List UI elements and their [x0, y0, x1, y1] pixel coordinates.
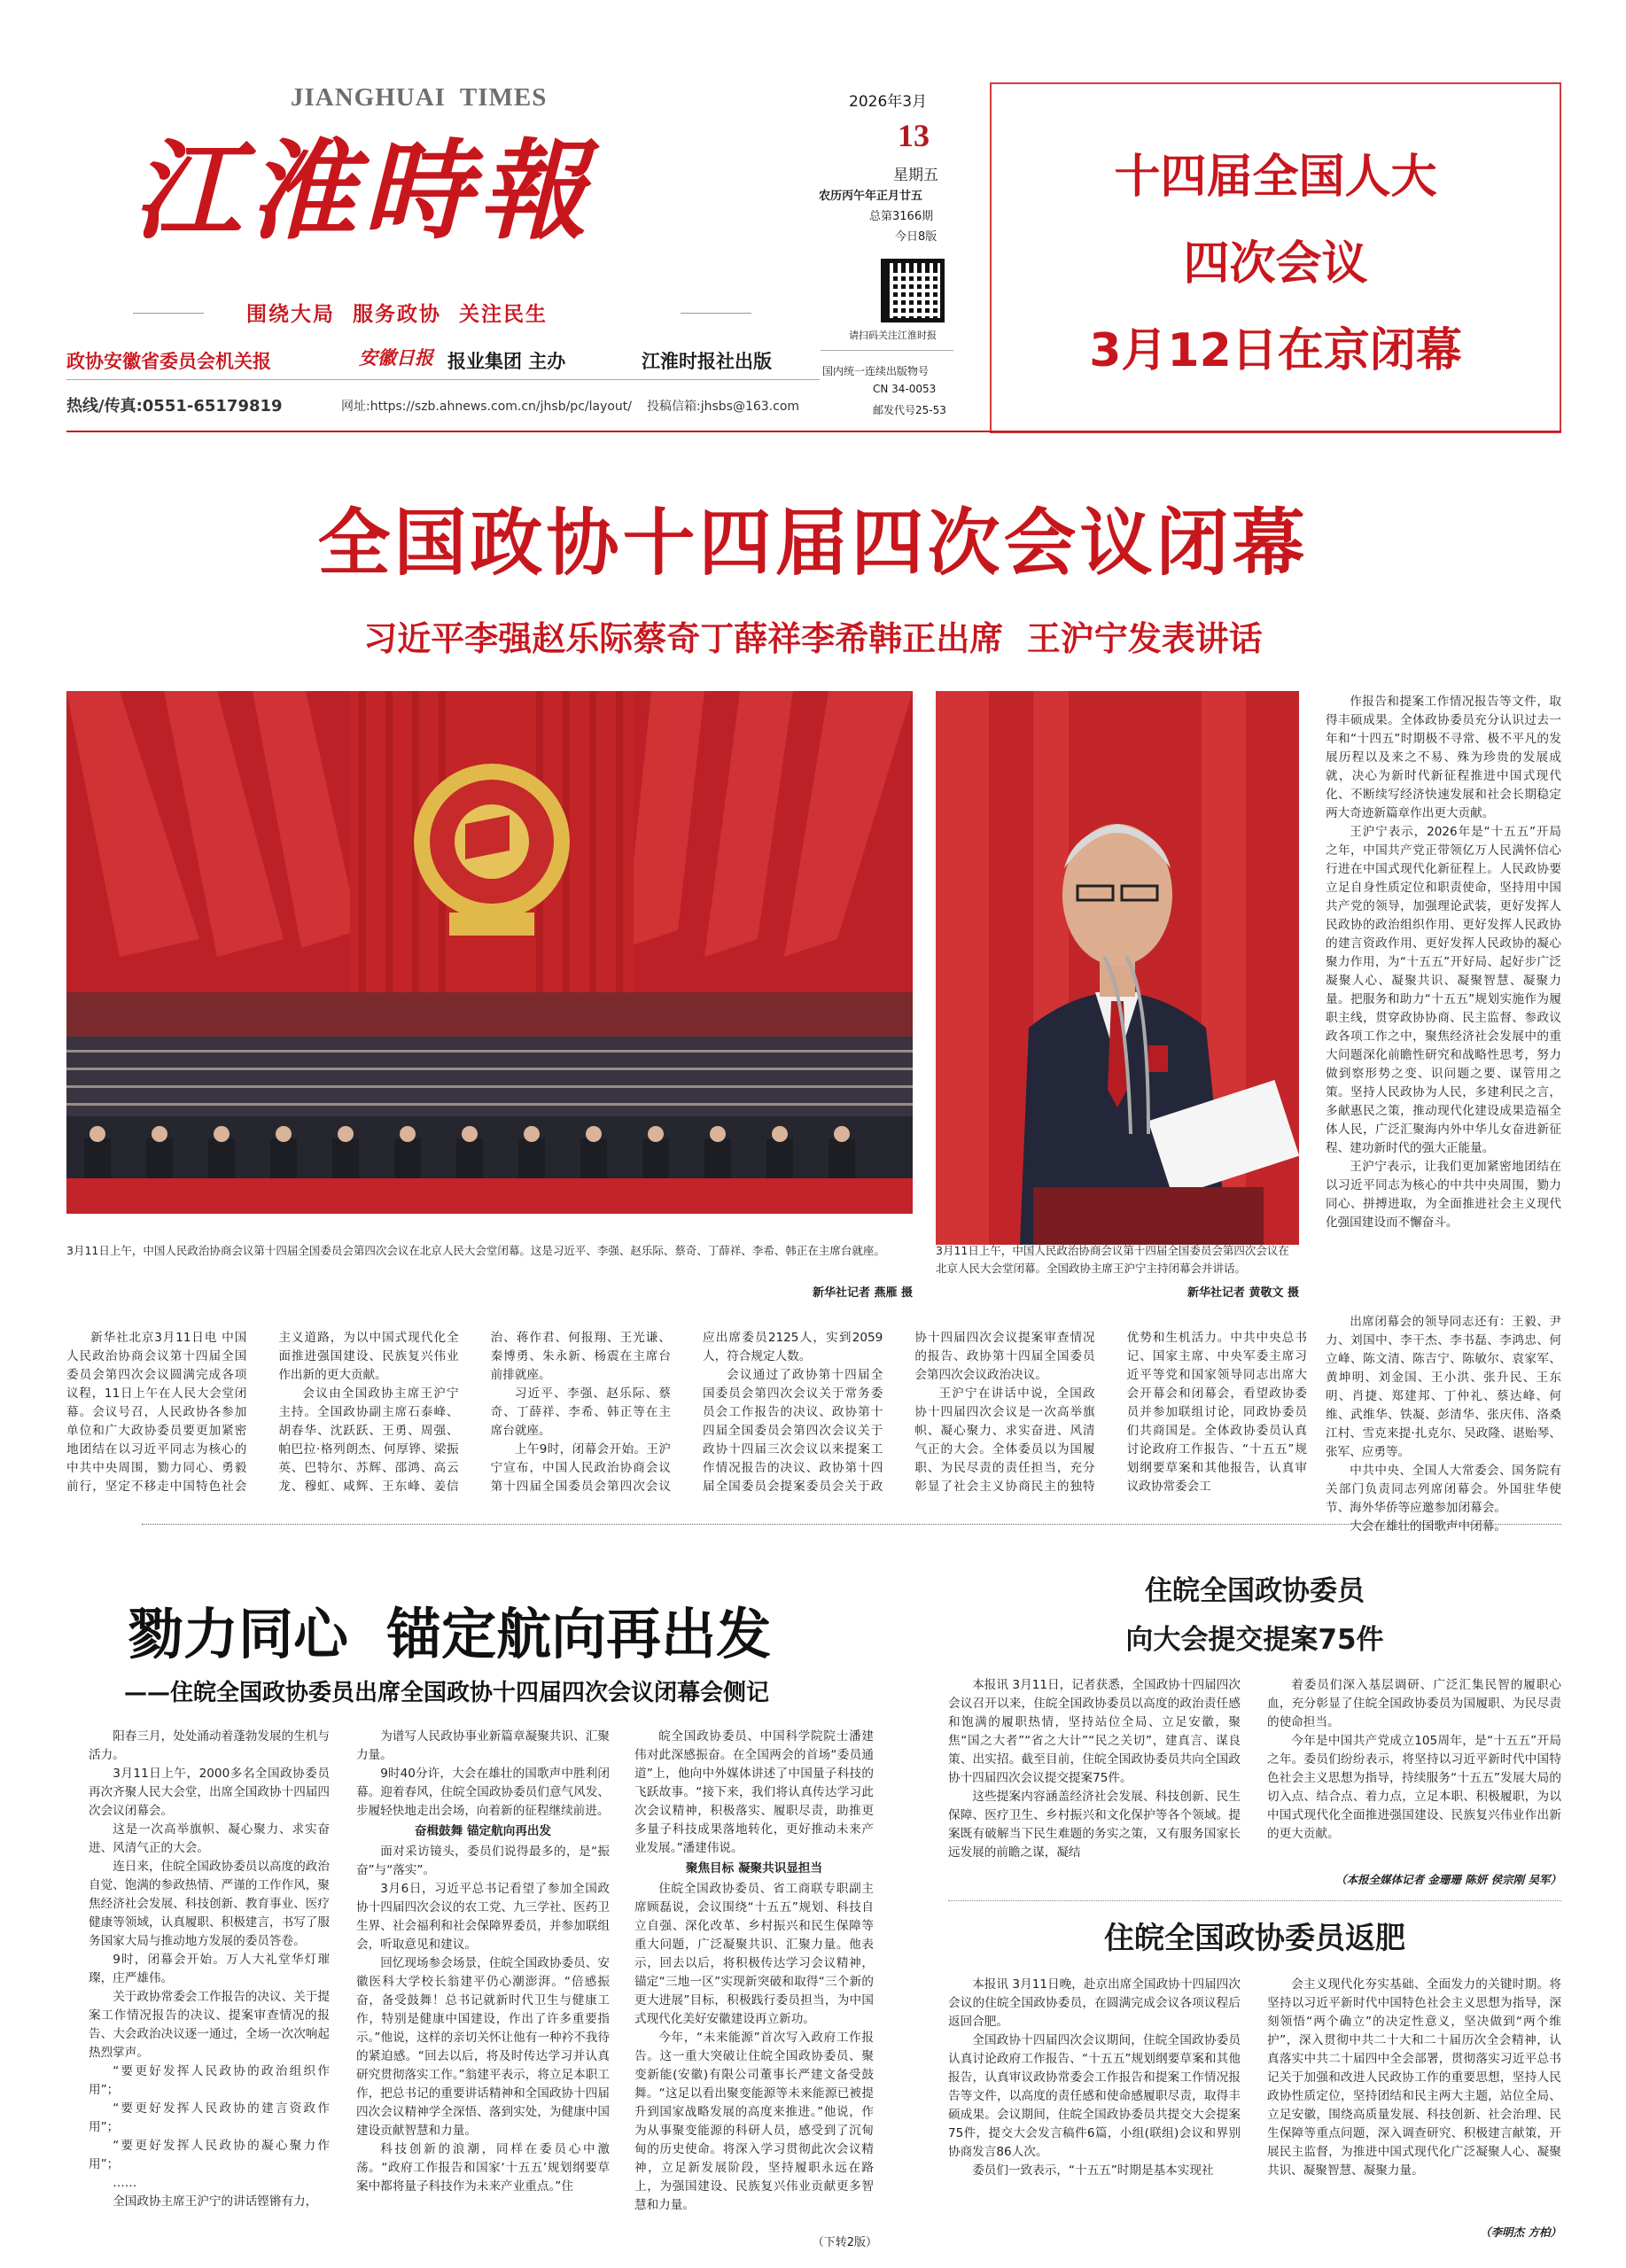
paragraph: 回忆现场参会场景，住皖全国政协委员、安徽医科大学校长翁建平仍心潮澎湃。“倍感振奋，备受鼓舞！总书记就新时代卫生与健康工作，特别是健康中国建设，作出了许多重要指示。”他说，这样的亲切关怀让他有一种衿不我待的紧迫感。“回去以后，将及时传达学习并认真研究贯彻落实工作。”翁建平表示，将立足本职工作，把总书记的重要讲话精神和全国政协十四届四次会议精神学全深悟、落到实处，为健康中国建设贡献智慧和力量。 [356, 1956, 610, 2138]
paragraph: 这是一次高举旗帜、凝心聚力、求实奋进、风清气正的大会。 [89, 1822, 330, 1855]
paragraph: 全国政协主席王沪宁的讲话铿锵有力， [113, 2194, 318, 2209]
main-article-side-column [1326, 693, 1561, 1313]
paragraph: 面对采访镜头，委员们说得最多的，是“振奋”与“落实”。 [356, 1845, 610, 1877]
story-return-column-1 [948, 1976, 1241, 2241]
headline-box[interactable] [990, 82, 1561, 433]
cn-number-label: 国内统一连续出版物号 [822, 365, 930, 377]
main-headline[interactable]: 全国政协十四届四次会议闭幕 [317, 501, 1309, 586]
photo-closing-session-credit: 新华社记者 燕雁 摄 [812, 1286, 913, 1300]
photo-closing-session-caption: 3月11日上午，中国人民政治协商会议第十四届全国委员会第四次会议在北京人民大会堂闭幕。这是习近平、李强、赵乐际、蔡奇、丁薛祥、李希、韩正在主席台就座。 [66, 1244, 885, 1257]
paragraph: 本报讯 3月11日，记者获悉，全国政协十四届四次会议召开以来，住皖全国政协委员以高度的政治责任感和饱满的履职热情，坚持站位全局、立足安徽，聚焦“国之大者”“省之大计”“民之关切”，建真言、谋良策、出实招。截至目前，住皖全国政协委员共向全国政协十四届四次会议提交提案75件。 [948, 1678, 1241, 1785]
right-divider [948, 1900, 1561, 1901]
paragraph: 习近平、李强、赵乐际、蔡奇、丁薛祥、李希、韩正等在主席台就座。 [490, 1386, 671, 1438]
paragraph: 3月6日，习近平总书记看望了参加全国政协十四届四次会议的农工党、九三学社、医药卫生界、社会福利和社会保障界委员，并参加联组会，听取意见和建议。 [356, 1882, 610, 1952]
paragraph: 会议通过了政协第十四届全国委员会第四次会议关于常务委员会工作报告的决议、政协第十四届全国委员会第四次会议关于政协十四届三次会议以来提案工作情况报告的决议、政协第十四届全国委员会提案委员会关于政协十四届四次会议提案审查情况的报告、政协第十四届全国委员会第四次会议政治决议。 [702, 1331, 1095, 1494]
feature-heading-2: 聚焦目标 凝聚共识显担当 [685, 1861, 823, 1876]
headline-box-line-3: 3月12日在京闭幕 [1089, 324, 1462, 377]
paragraph: 作报告和提案工作情况报告等文件，取得丰硕成果。全体政协委员充分认识过去一年和“十四五”时期极不寻常、极不平凡的发展历程以及来之不易、殊为珍贵的发展成就，决心为新时代新征程推进中国式现代化、不断续写经济快速发展和社会长期稳定两大奇迹新篇章作出更大贡献。 [1326, 695, 1561, 820]
paragraph: 王沪宁表示，2026年是“十五五”开局之年，中国共产党正带领亿万人民满怀信心行进在中国式现代化新征程上。人民政协要立足自身性质定位和职责使命，坚持用中国共产党的领导，加强理论武装，更好发挥人民政协的政治组织作用、更好发挥人民政协的建言资政作用、更好发挥人民政协的凝心聚力作用，为“十五五”开好局、起好步广泛凝聚人心、凝聚共识、凝聚智慧、凝聚力量。把服务和助力“十五五”规划实施作为履职主线，贯穿政协协商、民主监督、参政议政各项工作之中，聚焦经济社会发展中的重大问题深化前瞻性研究和战略性思考，努力做到察形势之变、识问题之要、谋管用之策。坚持人民政协为人民，多建利民之言，多献惠民之策，推动现代化建设成果造福全体人民，广泛汇聚海内外中华儿女奋进新征程、建功新时代的强大正能量。 [1326, 825, 1561, 1155]
story-return-column-2 [1267, 1976, 1561, 2222]
story-proposals-column-2 [1267, 1676, 1561, 1862]
issue-number: 总第3166期 [869, 210, 934, 223]
date-day: 13 [898, 118, 930, 153]
masthead-slogan: 围绕大局 服务政协 关注民生 [246, 303, 548, 326]
story-proposals-title-2[interactable]: 向大会提交提案75件 [1125, 1624, 1384, 1656]
feature-continued[interactable]: （下转2版） [812, 2236, 877, 2249]
slogan-line-right [681, 313, 751, 314]
feature-heading-1: 奋楫鼓舞 锚定航向再出发 [414, 1824, 552, 1838]
paragraph: 全国政协十四届四次会议期间，住皖全国政协委员认真讨论政府工作报告、“十五五”规划纲要草案和其他报告，认真审议政协常委会工作报告和提案工作情况报告等文件，以高度的责任感和使命感履职尽责，取得丰硕成果。会议期间，住皖全国政协委员共提交大会提案75件，提交大会发言稿件6篇，小组(联组)会议和界别协商发言86人次。 [948, 2033, 1241, 2159]
paragraph: 住皖全国政协委员、省工商联专职副主席顾磊说，会议围绕“十五五”规划、科技自立自强、深化改革、乡村振兴和民生保障等重大问题，广泛凝聚共识、汇聚力量。他表示，回去以后，将积极传达学习会议精神，锚定“三地一区”实现新突破和取得“三个新的更大进展”目标，积极践行委员担当，为中国式现代化美好安徽建设再立新功。 [634, 1882, 874, 2026]
qr-code[interactable] [881, 259, 945, 322]
cn-number: CN 34-0053 [873, 383, 937, 395]
paragraph: 为谱写人民政协事业新篇章凝聚共识、汇聚力量。 [356, 1729, 610, 1762]
paragraph: 这些提案内容涵盖经济社会发展、科技创新、民生保障、医疗卫生、乡村振兴和文化保护等各个领域。提案既有破解当下民生难题的务实之策，又有服务国家长远发展的前瞻之谋，凝结 [948, 1790, 1241, 1860]
masthead-rule-1 [66, 379, 820, 380]
paragraph: 阳春三月，处处涌动着蓬勃发展的生机与活力。 [89, 1729, 330, 1762]
paragraph: 3月11日上午，2000多名全国政协委员再次齐聚人民大会堂，出席全国政协十四届四次会议闭幕会。 [89, 1767, 330, 1818]
paragraph: “要更好发挥人民政协的建言资政作用”； [89, 2101, 330, 2134]
feature-column-3 [634, 1728, 874, 2224]
post-code: 邮发代号25-53 [873, 404, 946, 416]
masthead-rule-2 [821, 350, 953, 351]
feature-column-1 [89, 1728, 330, 2233]
paragraph: 本报讯 3月11日晚，赴京出席全国政协十四届四次会议的住皖全国政协委员，在圆满完成会议各项议程后返回合肥。 [948, 1977, 1241, 2029]
headline-box-line-2: 四次会议 [1183, 237, 1368, 291]
photo-wang-huning-speech[interactable] [936, 691, 1299, 1245]
masthead-website: 网址:https://szb.ahnews.com.cn/jhsb/pc/layout/ [341, 400, 633, 414]
slogan-line-left [133, 313, 204, 314]
date-lunar: 农历丙午年正月廿五 [819, 190, 923, 203]
story-proposals-byline: （本报全媒体记者 金珊珊 陈妍 侯宗刚 吴军） [1335, 1873, 1561, 1886]
story-return-byline: （李明杰 方柏） [1480, 2225, 1561, 2239]
photo-wang-huning-speech-credit: 新华社记者 黄敬文 摄 [1186, 1286, 1299, 1300]
feature-headline[interactable]: 勠力同心 锚定航向再出发 [128, 1602, 772, 1666]
masthead-cn-name: 江淮時報 [133, 127, 594, 254]
group-logo: 安徽日报 [359, 346, 433, 369]
photo-closing-session[interactable] [66, 691, 913, 1214]
main-article-columns [66, 1329, 1307, 1497]
paragraph: 王沪宁表示，让我们更加紧密地团结在以习近平同志为核心的中共中央周围，勠力同心、拼搏进取，为全面推进社会主义现代化强国建设而不懈奋斗。 [1326, 1160, 1561, 1230]
paragraph: 王沪宁在讲话中说，全国政协十四届四次会议是一次高举旗帜、凝心聚力、求实奋进、风清气正的大会。全体委员以为国履职、为民尽责的责任担当，充分彰显了社会主义协商民主的独特优势和生机活力。中共中央总书记、国家主席、中央军委主席习近平等党和国家领导同志出席大会开幕会和闭幕会，看望政协委员并参加联组讨论，同政协委员们共商国是。全体政协委员认真讨论政府工作报告、“十五五”规划纲要草案和其他报告，认真审议政协常委会工 [914, 1331, 1307, 1494]
paragraph: 大会在雄壮的国歌声中闭幕。 [1350, 1519, 1506, 1534]
paragraph: 委员们一致表示，“十五五”时期是基本实现社 [972, 2163, 1214, 2178]
paragraph: 今年，“未来能源”首次写入政府工作报告。这一重大突破让住皖全国政协委员、聚变新能(安徽)有限公司董事长严建文备受鼓舞。“这足以看出聚变能源等未来能源已被提升到国家战略发展的高度来推进。”他说，作为从事聚变能源的科研人员，感受到了沉甸甸的历史使命。将深入学习贯彻此次会议精神，立足新发展阶段，坚持履职永远在路上，为强国建设、民族复兴伟业贡献更多智慧和力量。 [634, 2031, 874, 2212]
masthead-group: 报业集团 主办 [447, 351, 566, 372]
story-proposals-title-1[interactable]: 住皖全国政协委员 [1145, 1575, 1365, 1607]
headline-box-line-1: 十四届全国人大 [1114, 151, 1437, 204]
paragraph: 9时，闭幕会开始。万人大礼堂华灯璀璨，庄严雄伟。 [89, 1953, 330, 1985]
section-divider [142, 1524, 1561, 1525]
paragraph: 中共中央、全国人大常委会、国务院有关部门负责同志列席闭幕会。外国驻华使节、海外华侨等应邀参加闭幕会。 [1326, 1464, 1561, 1515]
main-subheadline: 习近平李强赵乐际蔡奇丁薛祥李希韩正出席 王沪宁发表讲话 [363, 618, 1263, 658]
paragraph: 9时40分许，大会在雄壮的国歌声中胜利闭幕。迎着春风，住皖全国政协委员们意气风发、步履轻快地走出会场，向着新的征程继续前进。 [356, 1767, 610, 1818]
masthead-organ: 政协安徽省委员会机关报 [66, 351, 271, 372]
paragraph: …… [113, 2176, 137, 2190]
feature-column-2 [356, 1728, 610, 2233]
date-year-month: 2026年3月 [849, 93, 928, 111]
masthead-publisher: 江淮时报社出版 [642, 351, 772, 372]
paragraph: “要更好发挥人民政协的政治组织作用”； [89, 2064, 330, 2097]
main-article [66, 1329, 1307, 1506]
feature-subheadline: ——住皖全国政协委员出席全国政协十四届四次会议闭幕会侧记 [124, 1680, 770, 1706]
paragraph: 关于政协常委会工作报告的决议、关于提案工作情况报告的决议、提案审查情况的报告、大会政治决议逐一通过，全场一次次响起热烈掌声。 [89, 1990, 330, 2060]
paragraph: 科技创新的浪潮，同样在委员心中激荡。“政府工作报告和国家‘十五五’规划纲要草案中都将量子科技作为未来产业重点。”住 [356, 2142, 610, 2194]
paragraph: 今年是中国共产党成立105周年，是“十五五”开局之年。委员们纷纷表示，将坚持以习近平新时代中国特色社会主义思想为指导，持续服务“十五五”发展大局的切入点、结合点、着力点，立足本职、积极履职，为以中国式现代化全面推进强国建设、民族复兴伟业作出新的更大贡献。 [1267, 1734, 1561, 1841]
qr-caption: 请扫码关注江淮时报 [849, 330, 937, 341]
masthead-red-rule [66, 431, 1561, 432]
masthead-hotline: 热线/传真:0551-65179819 [66, 397, 283, 416]
paragraph: 会议由全国政协主席王沪宁主持。全国政协副主席石泰峰、胡春华、沈跃跃、王勇、周强、帕巴拉·格列朗杰、何厚铧、梁振英、巴特尔、苏辉、邵鸿、高云龙、穆虹、咸辉、王东峰、姜信治、蒋作君、何报翔、王光谦、秦博勇、朱永新、杨震在主席台前排就座。 [278, 1331, 671, 1494]
masthead-email: 投稿信箱:jhsbs@163.com [647, 400, 800, 414]
story-proposals-column-1 [948, 1676, 1241, 1882]
paragraph: 着委员们深入基层调研、广泛汇集民智的履职心血，充分彰显了住皖全国政协委员为国履职、为民尽责的使命担当。 [1267, 1678, 1561, 1729]
paragraph: “要更好发挥人民政协的凝心聚力作用”； [89, 2139, 330, 2171]
masthead-en-name: JIANGHUAI TIMES [291, 83, 548, 112]
paragraph: 连日来，住皖全国政协委员以高度的政治自觉、饱满的参政热情、严谨的工作作风，聚焦经济社会发展、科技创新、教育事业、医疗健康等领域，认真履职、积极建言，书写了服务国家大局与推动地方发展的委员答卷。 [89, 1860, 330, 1948]
story-return-title[interactable]: 住皖全国政协委员返肥 [1104, 1921, 1405, 1956]
paragraph: 出席闭幕会的领导同志还有：王毅、尹力、刘国中、李干杰、李书磊、李鸿忠、何立峰、陈文清、陈吉宁、陈敏尔、袁家军、黄坤明、刘金国、王小洪、张升民、王东明、肖捷、郑建邦、丁仲礼、蔡达峰、何维、武维华、铁凝、彭清华、张庆伟、洛桑江村、雪克来提·扎克尔、吴政隆、谌贻琴、张军、应勇等。 [1326, 1315, 1561, 1459]
photo-wang-huning-speech-caption: 3月11日上午，中国人民政治协商会议第十四届全国委员会第四次会议在北京人民大会堂闭幕。全国政协主席王沪宁主持闭幕会并讲话。 [936, 1244, 1289, 1275]
main-article-side-column-2 [1326, 1313, 1561, 1534]
paragraph: 上午9时，闭幕会开始。王沪宁宣布，中国人民政治协商会议第十四届全国委员会第四次会议应出席委员2125人，实到2059人，符合规定人数。 [490, 1331, 883, 1494]
page-count: 今日8版 [895, 230, 937, 244]
paragraph: 新华社北京3月11日电 中国人民政治协商会议第十四届全国委员会第四次会议圆满完成各项议程，11日上午在人民大会堂闭幕。会议号召，人民政协各参加单位和广大政协委员要更加紧密地团结在以习近平同志为核心的中共中央周围，勠力同心、勇毅前行，坚定不移走中国特色社会主义道路，为以中国式现代化全面推进强国建设、民族复兴伟业作出新的更大贡献。 [66, 1331, 459, 1494]
paragraph: 皖全国政协委员、中国科学院院士潘建伟对此深感振奋。在全国两会的首场“委员通道”上，他向中外媒体讲述了中国量子科技的飞跃故事。“接下来，我们将认真传达学习此次会议精神，积极落实、履职尽责，助推更多量子科技成果落地转化，更好推动未来产业发展。”潘建伟说。 [634, 1729, 874, 1855]
date-weekday: 星期五 [893, 167, 938, 184]
paragraph: 会主义现代化夯实基础、全面发力的关键时期。将坚持以习近平新时代中国特色社会主义思想为指导，深刻领悟“两个确立”的决定性意义，坚决做到“两个维护”，深入贯彻中共二十大和二十届历次全会精神，认真落实中共二十届四中全会部署，贯彻落实习近平总书记关于加强和改进人民政协工作的重要思想，坚持人民政协性质定位，坚持团结和民主两大主题，站位全局、立足安徽，围绕高质量发展、科技创新、社会治理、民生保障等重点问题，深入调查研究、积极建言献策，开展民主监督，为推进中国式现代化广泛凝聚人心、凝聚共识、凝聚智慧、凝聚力量。 [1267, 1977, 1561, 2178]
